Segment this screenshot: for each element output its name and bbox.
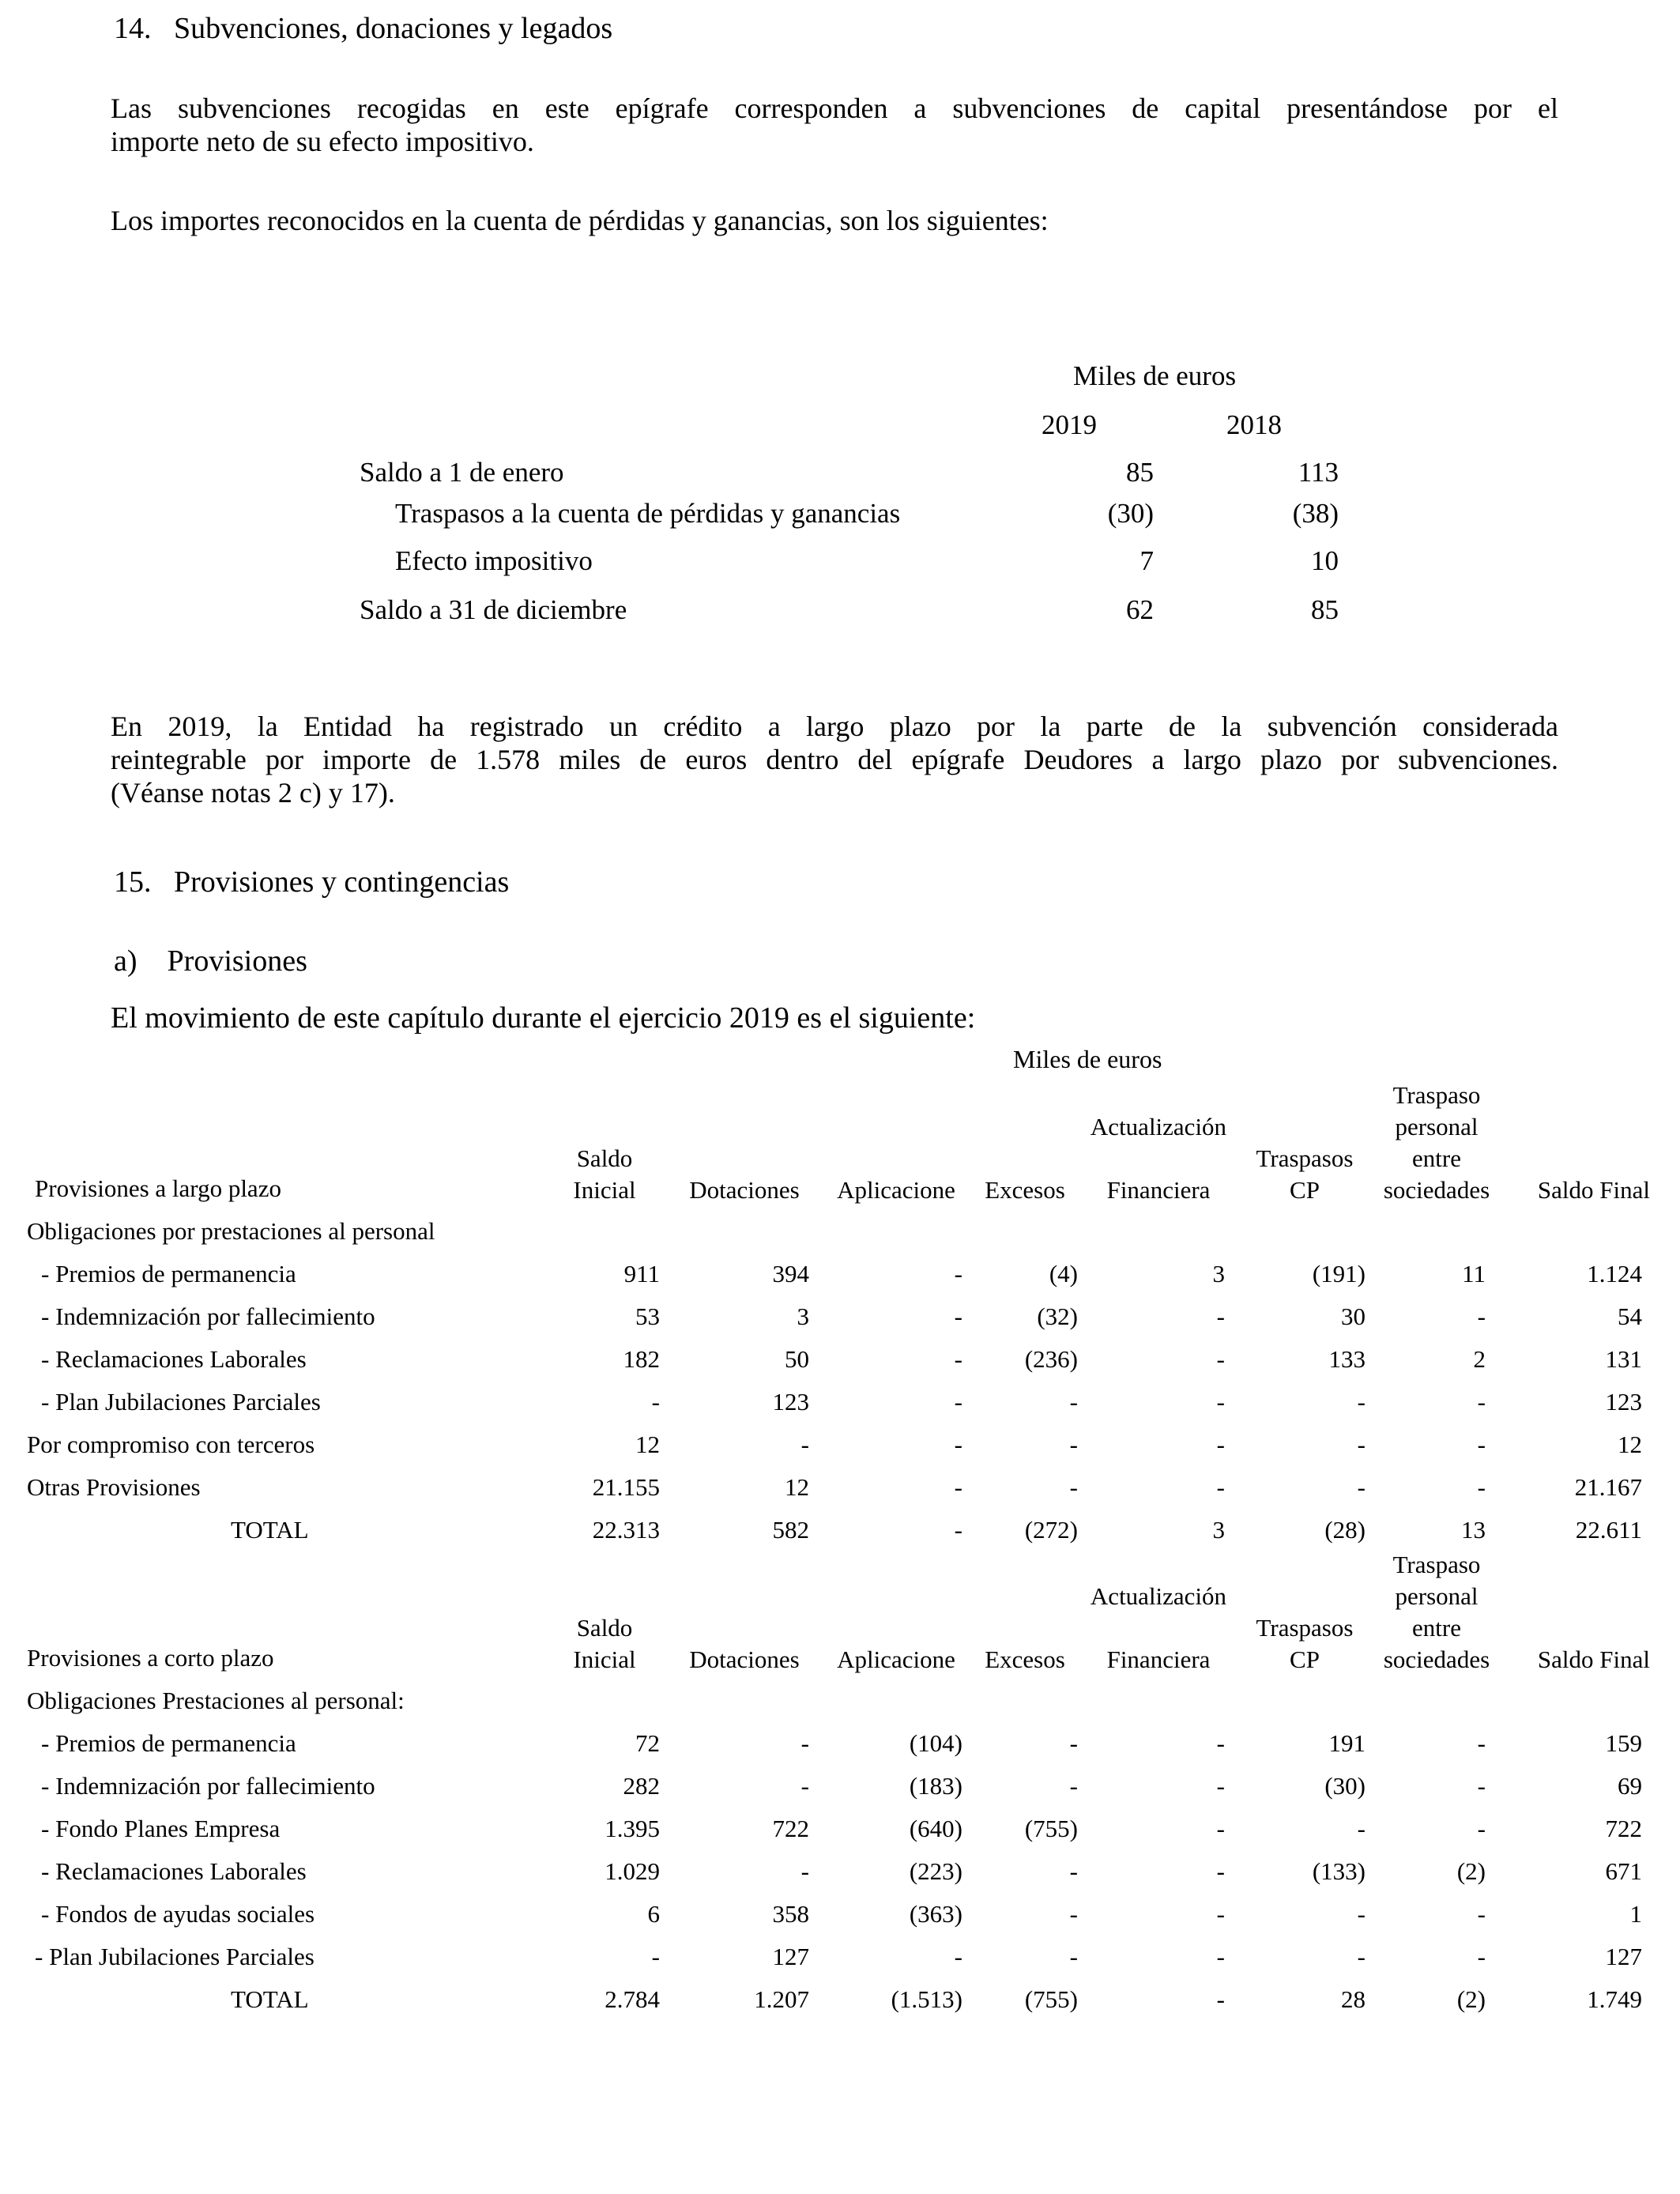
table-total-row xyxy=(0,1985,1680,2020)
cell-excesos: - xyxy=(1069,1729,1078,1757)
section-15-heading xyxy=(114,865,509,899)
cell-excesos: - xyxy=(1069,1943,1078,1970)
cell-dotaciones: 3 xyxy=(797,1302,809,1330)
short-term-title: Provisiones a corto plazo xyxy=(27,1644,274,1672)
total-label: TOTAL xyxy=(231,1985,309,2013)
header-dotaciones: Dotaciones xyxy=(689,1176,800,1204)
cell-dotaciones: 394 xyxy=(772,1260,809,1287)
cell-excesos: (4) xyxy=(1049,1260,1078,1287)
cell-aplicaciones: - xyxy=(954,1388,962,1416)
value-2018: 10 xyxy=(1311,545,1339,576)
cell-actualizacion: 3 xyxy=(1212,1516,1225,1544)
header-saldo-inicial: Saldo Inicial xyxy=(573,1144,636,1204)
cell-dotaciones: - xyxy=(800,1857,809,1885)
cell-saldo-final: 22.611 xyxy=(1575,1516,1642,1544)
cell-saldo-final: 131 xyxy=(1605,1345,1642,1373)
cell-dotaciones: 12 xyxy=(785,1473,809,1501)
year-header-2019: 2019 xyxy=(1042,409,1097,440)
cell-saldo-inicial: 911 xyxy=(623,1260,660,1287)
table-row xyxy=(0,594,1680,629)
year-header-2018: 2018 xyxy=(1226,409,1282,440)
paragraph-line: importe neto de su efecto impositivo. xyxy=(111,126,534,157)
table-row xyxy=(0,1900,1680,1935)
header-aplicaciones: Aplicacione xyxy=(837,1646,955,1673)
header-excesos: Excesos xyxy=(985,1646,1065,1673)
cell-traspaso-personal: - xyxy=(1477,1473,1486,1501)
paragraph-line: Los importes reconocidos en la cuenta de pérdidas y ganancias, son los siguientes: xyxy=(111,205,1049,236)
cell-aplicaciones: - xyxy=(954,1345,962,1373)
cell-saldo-final: 123 xyxy=(1605,1388,1642,1416)
cell-saldo-final: 671 xyxy=(1605,1857,1642,1885)
cell-actualizacion: 3 xyxy=(1212,1260,1225,1287)
cell-actualizacion: - xyxy=(1216,1302,1225,1330)
subsection-title: Provisiones xyxy=(167,944,307,978)
header-actualizacion: Actualización Financiera xyxy=(1090,1582,1227,1673)
table-row xyxy=(0,1431,1680,1465)
cell-traspaso-personal: - xyxy=(1477,1729,1486,1757)
cell-traspaso-personal: - xyxy=(1477,1772,1486,1800)
row-label: - Fondo Planes Empresa xyxy=(41,1815,281,1842)
row-label: - Fondos de ayudas sociales xyxy=(41,1900,315,1928)
section-number: 14. xyxy=(114,12,152,45)
cell-saldo-final: 1 xyxy=(1629,1900,1642,1928)
cell-excesos: (755) xyxy=(1024,1985,1078,2013)
row-label: - Premios de permanencia xyxy=(41,1729,296,1757)
table-unit-header: Miles de euros xyxy=(1073,360,1237,391)
cell-dotaciones: - xyxy=(800,1431,809,1458)
cell-excesos: - xyxy=(1069,1900,1078,1928)
cell-excesos: - xyxy=(1069,1473,1078,1501)
subsection-heading xyxy=(114,944,307,978)
table-row xyxy=(0,498,1680,533)
table-row xyxy=(0,1345,1680,1380)
row-label: Efecto impositivo xyxy=(395,545,593,576)
cell-saldo-final: 21.167 xyxy=(1574,1473,1642,1501)
header-traspasos-cp: Traspasos CP xyxy=(1256,1144,1354,1204)
cell-aplicaciones: - xyxy=(954,1516,962,1544)
cell-excesos: (32) xyxy=(1037,1302,1078,1330)
value-2018: (38) xyxy=(1292,498,1339,529)
cell-aplicaciones: (223) xyxy=(909,1857,962,1885)
table-row xyxy=(0,457,1680,492)
row-label: - Reclamaciones Laborales xyxy=(41,1345,307,1373)
table-row xyxy=(0,1260,1680,1295)
cell-saldo-inicial: 21.155 xyxy=(592,1473,660,1501)
cell-aplicaciones: - xyxy=(954,1473,962,1501)
section-14-paragraph-2 xyxy=(111,204,1558,237)
row-label: Saldo a 1 de enero xyxy=(360,457,564,488)
cell-saldo-inicial: 1.029 xyxy=(605,1857,660,1885)
cell-excesos: - xyxy=(1069,1388,1078,1416)
movement-unit-header: Miles de euros xyxy=(1013,1045,1162,1073)
cell-traspaso-personal: - xyxy=(1477,1302,1486,1330)
table-row xyxy=(0,1388,1680,1423)
cell-traspasos-cp: 30 xyxy=(1341,1302,1365,1330)
cell-saldo-final: 159 xyxy=(1605,1729,1642,1757)
paragraph-line: reintegrable por importe de 1.578 miles de euros dentro del epígrafe Deudores a largo plazo por subvenciones. xyxy=(111,744,1558,775)
table-row xyxy=(0,1473,1680,1508)
value-2018: 85 xyxy=(1311,594,1339,625)
cell-traspaso-personal: 13 xyxy=(1461,1516,1486,1544)
cell-traspaso-personal: - xyxy=(1477,1431,1486,1458)
cell-saldo-final: 722 xyxy=(1605,1815,1642,1842)
cell-traspasos-cp: 191 xyxy=(1328,1729,1365,1757)
row-label: - Indemnización por fallecimiento xyxy=(41,1302,375,1330)
cell-traspaso-personal: - xyxy=(1477,1900,1486,1928)
cell-saldo-final: 1.749 xyxy=(1587,1985,1642,2013)
cell-aplicaciones: (183) xyxy=(909,1772,962,1800)
cell-actualizacion: - xyxy=(1216,1473,1225,1501)
section-title: Provisiones y contingencias xyxy=(174,865,510,899)
cell-aplicaciones: - xyxy=(954,1431,962,1458)
cell-dotaciones: 722 xyxy=(772,1815,809,1842)
long-term-group: Obligaciones por prestaciones al personal xyxy=(27,1217,435,1245)
cell-traspasos-cp: (191) xyxy=(1312,1260,1365,1287)
cell-actualizacion: - xyxy=(1216,1943,1225,1970)
header-saldo-inicial: Saldo Inicial xyxy=(573,1614,636,1673)
value-2019: 62 xyxy=(1126,594,1154,625)
cell-saldo-inicial: 182 xyxy=(623,1345,660,1373)
cell-actualizacion: - xyxy=(1216,1900,1225,1928)
cell-dotaciones: - xyxy=(800,1772,809,1800)
header-saldo-final: Saldo Final xyxy=(1537,1646,1650,1673)
cell-aplicaciones: (1.513) xyxy=(891,1985,962,2013)
cell-traspasos-cp: - xyxy=(1357,1943,1365,1970)
cell-actualizacion: - xyxy=(1216,1388,1225,1416)
cell-saldo-final: 54 xyxy=(1618,1302,1642,1330)
cell-actualizacion: - xyxy=(1216,1772,1225,1800)
cell-actualizacion: - xyxy=(1216,1857,1225,1885)
table-row xyxy=(0,1302,1680,1337)
cell-excesos: - xyxy=(1069,1772,1078,1800)
paragraph-line: Las subvenciones recogidas en este epígrafe corresponden a subvenciones de capital presentándose por el xyxy=(111,92,1558,124)
row-label: - Plan Jubilaciones Parciales xyxy=(35,1943,315,1970)
section-number: 15. xyxy=(114,865,152,899)
table-row xyxy=(0,1815,1680,1849)
cell-excesos: (236) xyxy=(1024,1345,1078,1373)
cell-saldo-inicial: - xyxy=(651,1388,660,1416)
table-total-row xyxy=(0,1516,1680,1551)
cell-traspaso-personal: 2 xyxy=(1473,1345,1486,1373)
cell-saldo-inicial: 72 xyxy=(635,1729,660,1757)
cell-saldo-inicial: - xyxy=(651,1943,660,1970)
cell-traspaso-personal: - xyxy=(1477,1815,1486,1842)
cell-aplicaciones: (640) xyxy=(909,1815,962,1842)
row-label: Traspasos a la cuenta de pérdidas y ganancias xyxy=(395,498,901,529)
section-14-paragraph-1 xyxy=(111,92,1558,158)
cell-aplicaciones: (363) xyxy=(909,1900,962,1928)
value-2018: 113 xyxy=(1298,457,1339,488)
long-term-title: Provisiones a largo plazo xyxy=(35,1174,281,1202)
cell-excesos: - xyxy=(1069,1857,1078,1885)
header-saldo-final: Saldo Final xyxy=(1537,1176,1650,1204)
cell-saldo-final: 1.124 xyxy=(1587,1260,1642,1287)
cell-traspaso-personal: (2) xyxy=(1456,1985,1486,2013)
cell-saldo-inicial: 2.784 xyxy=(605,1985,660,2013)
table-row xyxy=(0,1729,1680,1764)
cell-dotaciones: 127 xyxy=(772,1943,809,1970)
cell-dotaciones: - xyxy=(800,1729,809,1757)
cell-actualizacion: - xyxy=(1216,1985,1225,2013)
cell-excesos: (272) xyxy=(1024,1516,1078,1544)
cell-actualizacion: - xyxy=(1216,1815,1225,1842)
cell-traspasos-cp: (133) xyxy=(1312,1857,1365,1885)
header-aplicaciones: Aplicacione xyxy=(837,1176,955,1204)
cell-traspaso-personal: - xyxy=(1477,1388,1486,1416)
value-2019: 85 xyxy=(1126,457,1154,488)
cell-actualizacion: - xyxy=(1216,1729,1225,1757)
row-label: - Plan Jubilaciones Parciales xyxy=(41,1388,321,1416)
cell-traspasos-cp: - xyxy=(1357,1473,1365,1501)
row-label: - Reclamaciones Laborales xyxy=(41,1857,307,1885)
header-traspaso-personal: Traspaso personal entre sociedades xyxy=(1383,1551,1490,1673)
cell-saldo-final: 69 xyxy=(1618,1772,1642,1800)
cell-saldo-final: 127 xyxy=(1605,1943,1642,1970)
header-traspasos-cp: Traspasos CP xyxy=(1256,1614,1354,1673)
table-row xyxy=(0,545,1680,580)
section-14-paragraph-3 xyxy=(111,710,1558,809)
table-row xyxy=(0,1943,1680,1977)
paragraph-line: (Véanse notas 2 c) y 17). xyxy=(111,777,395,809)
header-traspaso-personal: Traspaso personal entre sociedades xyxy=(1383,1081,1490,1204)
short-term-group: Obligaciones Prestaciones al personal: xyxy=(27,1687,405,1714)
header-actualizacion: Actualización Financiera xyxy=(1090,1113,1227,1204)
row-label: - Premios de permanencia xyxy=(41,1260,296,1287)
cell-dotaciones: 123 xyxy=(772,1388,809,1416)
cell-traspaso-personal: (2) xyxy=(1456,1857,1486,1885)
cell-saldo-inicial: 53 xyxy=(635,1302,660,1330)
value-2019: 7 xyxy=(1139,545,1154,576)
cell-saldo-inicial: 6 xyxy=(647,1900,660,1928)
table-row xyxy=(0,1772,1680,1807)
header-excesos: Excesos xyxy=(985,1176,1065,1204)
cell-traspasos-cp: - xyxy=(1357,1815,1365,1842)
cell-aplicaciones: - xyxy=(954,1302,962,1330)
header-dotaciones: Dotaciones xyxy=(689,1646,800,1673)
value-2019: (30) xyxy=(1107,498,1154,529)
cell-traspasos-cp: (28) xyxy=(1324,1516,1365,1544)
cell-traspasos-cp: - xyxy=(1357,1900,1365,1928)
cell-traspasos-cp: 133 xyxy=(1328,1345,1365,1373)
paragraph-line: En 2019, la Entidad ha registrado un crédito a largo plazo por la parte de la subvención considerada xyxy=(111,711,1558,742)
row-label: - Indemnización por fallecimiento xyxy=(41,1772,375,1800)
section-title: Subvenciones, donaciones y legados xyxy=(174,12,613,45)
row-label: Por compromiso con terceros xyxy=(27,1431,315,1458)
total-label: TOTAL xyxy=(231,1516,309,1544)
cell-saldo-inicial: 1.395 xyxy=(605,1815,660,1842)
row-label: Otras Provisiones xyxy=(27,1473,201,1501)
subsection-letter: a) xyxy=(114,944,137,978)
cell-aplicaciones: - xyxy=(954,1943,962,1970)
cell-dotaciones: 358 xyxy=(772,1900,809,1928)
cell-excesos: - xyxy=(1069,1431,1078,1458)
cell-saldo-inicial: 282 xyxy=(623,1772,660,1800)
table-row xyxy=(0,1857,1680,1892)
cell-saldo-inicial: 12 xyxy=(635,1431,660,1458)
movement-intro: El movimiento de este capítulo durante el ejercicio 2019 es el siguiente: xyxy=(111,1001,976,1035)
cell-traspaso-personal: 11 xyxy=(1462,1260,1486,1287)
cell-aplicaciones: (104) xyxy=(909,1729,962,1757)
section-14-heading xyxy=(114,11,612,46)
cell-dotaciones: 582 xyxy=(772,1516,809,1544)
cell-traspasos-cp: - xyxy=(1357,1388,1365,1416)
cell-saldo-inicial: 22.313 xyxy=(592,1516,660,1544)
cell-dotaciones: 50 xyxy=(785,1345,809,1373)
cell-traspasos-cp: 28 xyxy=(1341,1985,1365,2013)
cell-actualizacion: - xyxy=(1216,1345,1225,1373)
cell-traspaso-personal: - xyxy=(1477,1943,1486,1970)
cell-traspasos-cp: - xyxy=(1357,1431,1365,1458)
cell-excesos: (755) xyxy=(1024,1815,1078,1842)
cell-aplicaciones: - xyxy=(954,1260,962,1287)
cell-actualizacion: - xyxy=(1216,1431,1225,1458)
cell-saldo-final: 12 xyxy=(1618,1431,1642,1458)
row-label: Saldo a 31 de diciembre xyxy=(360,594,627,625)
cell-dotaciones: 1.207 xyxy=(754,1985,809,2013)
cell-traspasos-cp: (30) xyxy=(1324,1772,1365,1800)
